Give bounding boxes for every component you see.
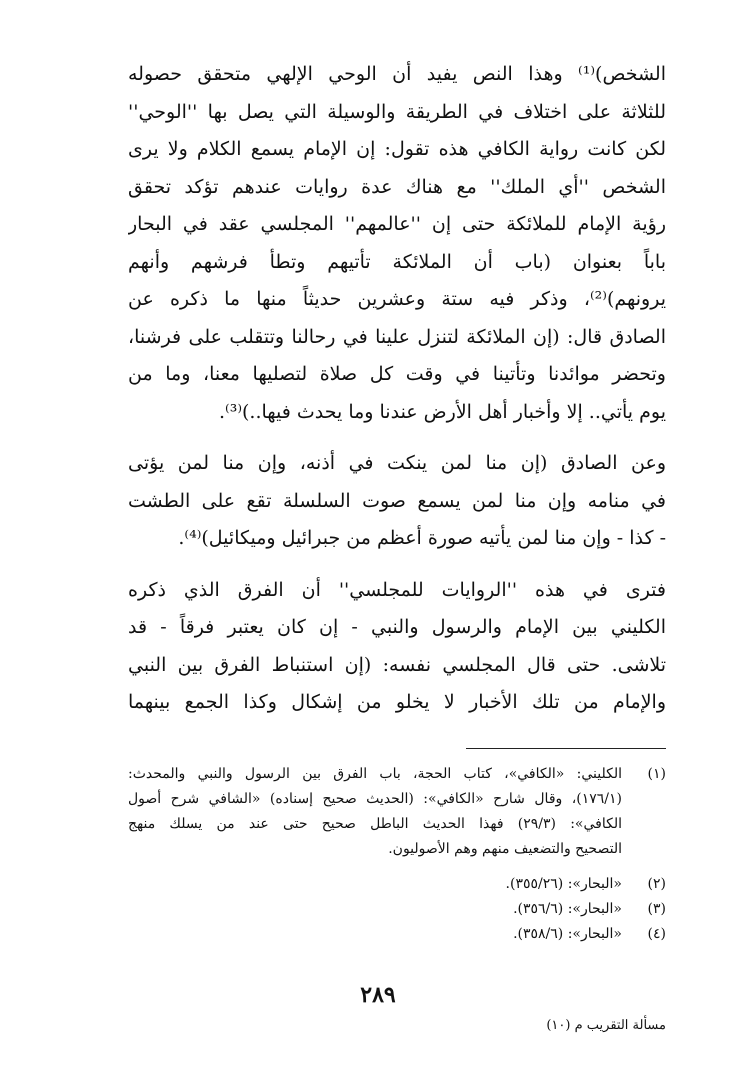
text-line: يوم يأتي.. إلا وأخبار أهل الأرض عندنا وما يحدث فيها..)⁽³⁾. (218, 400, 666, 423)
footnote-number: (٣) (647, 901, 666, 917)
footnote (128, 897, 666, 922)
footnote-line: «البحار»: (٣٥٨/٦). (513, 926, 622, 942)
text-line: لكن كانت رواية الكافي هذه تقول: إن الإمام يسمع الكلام ولا يرى (128, 138, 666, 160)
footnote-line: «البحار»: (٣٥٥/٢٦). (505, 876, 622, 892)
paragraph-gap (128, 431, 666, 445)
footnote-gap (128, 862, 666, 872)
text-line: وعن الصادق (إن منا لمن ينكت في أذنه، وإن منا لمن يؤتى (128, 452, 666, 474)
text-line: في منامه وإن منا لمن يسمع صوت السلسلة تقع على الطشت (128, 489, 666, 512)
footnote-line: «البحار»: (٣٥٦/٦). (513, 901, 622, 917)
footnote (128, 762, 666, 862)
footnote-number: (٤) (647, 926, 666, 942)
text-line: الكليني بين الإمام والرسول والنبي - إن كان يعتبر فرقاً - قد (128, 616, 666, 638)
text-line: وتحضر موائدنا وتأتينا في وقت كل صلاة لتصليها معنا، وما من (128, 363, 666, 385)
text-line: تلاشى. حتى قال المجلسي نفسه: (إن استنباط الفرق بين النبي (128, 653, 666, 676)
footnote-line: (١٧٦/١)، وقال شارح «الكافي»: (الحديث صحيح إسناده) «الشافي شرح أصول (128, 791, 622, 807)
text-line: والإمام من تلك الأخبار لا يخلو من إشكال وكذا الجمع بينهما (128, 691, 666, 713)
footnote-body (128, 897, 622, 922)
footnote-number: (٢) (647, 876, 666, 892)
printer-signature: مسألة التقريب م (١٠) (546, 1018, 666, 1033)
footnote-body (128, 762, 622, 862)
main-text-block (128, 56, 666, 722)
footnote-body (128, 922, 622, 947)
text-line: الشخص)⁽¹⁾ وهذا النص يفيد أن الوحي الإلهي متحقق حصوله (128, 63, 666, 85)
page-number: ٢٨٩ (360, 982, 396, 1008)
footnote-line: الكافي»: (٢٩/٣) فهذا الحديث الباطل صحيح حتى عند من يسلك منهج (128, 816, 622, 832)
footnote-number: (١) (647, 766, 666, 782)
text-line: للثلاثة على اختلاف في الطريقة والوسيلة التي يصل بها ''الوحي'' (128, 100, 666, 123)
footnote-line: التصحيح والتضعيف منهم وهم الأصوليون. (388, 841, 622, 857)
footnotes-block (128, 762, 666, 947)
footnote-body (128, 872, 622, 897)
text-line: رؤية الإمام للملائكة حتى إن ''عالمهم'' المجلسي عقد في البحار (128, 213, 666, 235)
text-line: فترى في هذه ''الروايات للمجلسي'' أن الفرق الذي ذكره (128, 578, 666, 601)
footnote-line: الكليني: «الكافي»، كتاب الحجة، باب الفرق بين الرسول والنبي والمحدث: (128, 766, 622, 782)
paragraph-gap (128, 558, 666, 572)
footnote (128, 922, 666, 947)
footnote-divider (466, 748, 666, 749)
text-line: باباً بعنوان (باب أن الملائكة تأتيهم وتطأ فرشهم وأنهم (128, 250, 666, 273)
text-line: يرونهم)⁽²⁾، وذكر فيه ستة وعشرين حديثاً منها ما ذكره عن (128, 288, 666, 310)
footnote (128, 872, 666, 897)
text-line: الصادق قال: (إن الملائكة لتنزل علينا في رحالنا وتتقلب على فرشنا، (128, 325, 666, 348)
text-line: الشخص ''أي الملك'' مع هناك عدة روايات عندهم تؤكد تحقق (128, 175, 666, 198)
text-line: - كذا - وإن منا لمن يأتيه صورة أعظم من جبرائيل وميكائيل)⁽⁴⁾. (178, 527, 666, 549)
